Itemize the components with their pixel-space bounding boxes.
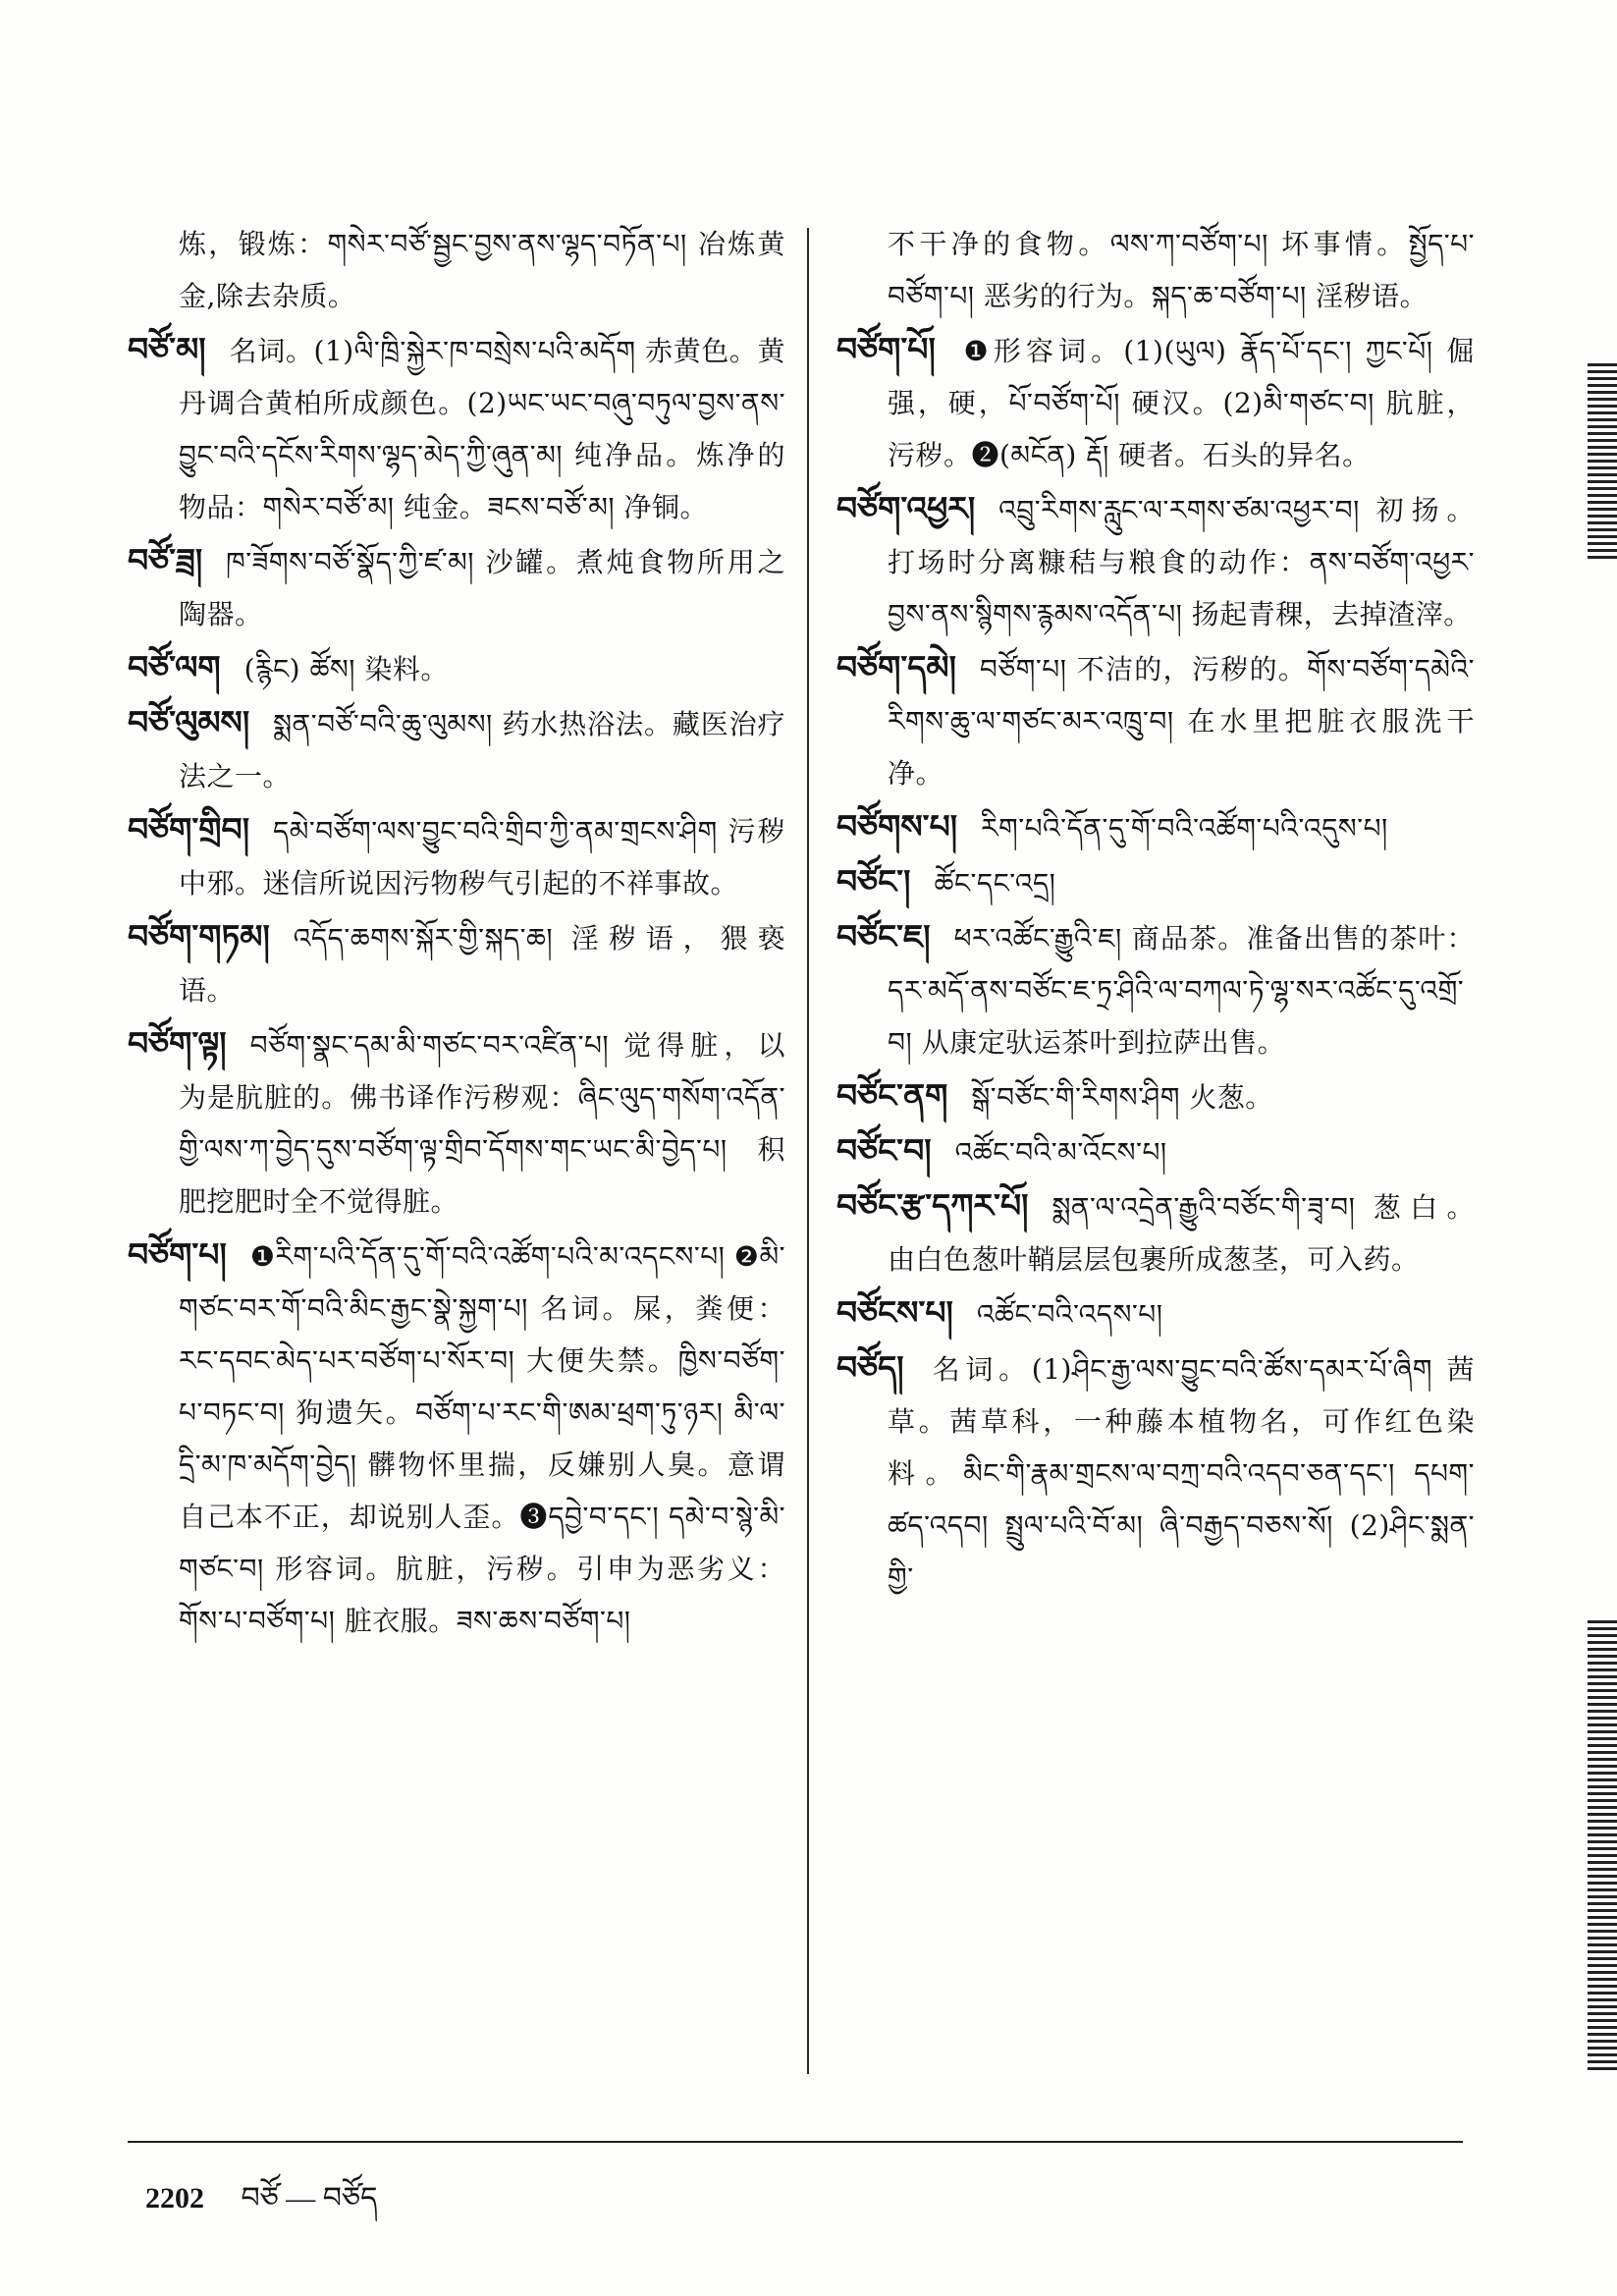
column-divider: [807, 228, 809, 2074]
headword: བཙོང་རྩ་དཀར་པོ།: [836, 1186, 1029, 1225]
scan-edge-mark: [1588, 1620, 1617, 2072]
left-column: [128, 218, 785, 1649]
headword: བཙོག་གཏམ།: [128, 917, 270, 956]
entry-btsog-gtam: བཙོག་གཏམ། འདོད་ཆགས་སྐོར་གྱི་སྐད་ཆ། 淫秽语，猥亵语。: [128, 917, 785, 1007]
headword: བཙོག་འཕྱར།: [836, 489, 976, 527]
headword: བཙོག་ལྟ།: [128, 1024, 227, 1063]
right-column: [836, 218, 1475, 1606]
headword: བཙོག་པོ།: [836, 330, 936, 368]
headword: བཙོ་ཟྲ།: [128, 541, 203, 579]
entry-btso-lag: བཙོ་ལག (རྙིང) ཚོས། 染料。: [128, 648, 449, 686]
entry-continuation: 炼，锻炼：གསེར་བཙོ་སྦྱང་བྱས་ནས་ལྷད་བཏོན་པ། 冶炼黄金,除去杂质。: [179, 228, 785, 312]
headword: བཙོང་ནག: [836, 1076, 948, 1115]
entry-btsong: བཙོང་། ཚོང་དང་འདྲ།: [836, 862, 1056, 901]
page-number: 2202: [145, 2182, 204, 2214]
footer-rule: [128, 2141, 1463, 2143]
entry-btsong-nag: བཙོང་ནག སྒོ་བཙོང་གི་རིགས་ཤིག 火葱。: [836, 1076, 1273, 1115]
headword: བཙོ་ལག: [128, 648, 221, 686]
headword: བཙོགས་པ།: [836, 807, 958, 846]
headword: བཙོག་པ།: [128, 1235, 227, 1274]
entry-btsog-grib: བཙོག་གྲིབ། དམེ་བཙོག་ལས་བྱུང་བའི་གྲིབ་ཀྱི་ནམ་གྲངས་ཤིག 污秽中邪。迷信所说因污物秽气引起的不祥事故。: [128, 810, 785, 900]
page-range: བཙོ — བཙོད: [241, 2182, 378, 2214]
headword: བཙོག་གྲིབ།: [128, 810, 250, 848]
headword: བཙོངས་པ།: [836, 1293, 953, 1332]
entry-btsog-pa: བཙོག་པ། ❶རིག་པའི་དོན་དུ་གོ་བའི་འཚོག་པའི་མ་འདངས་པ། ❷མི་གཙང་བར་གོ་བའི་མིང་རྒྱང་སྣེ་སྐྱག་པ། 名词。屎，粪便：རང་དབང་མེད་པར་བཙོག་པ་སོར་བ། 大便失禁。ཁྱིས་བཙོག་པ་བཏང་བ། 狗遗矢。བཙོག་པ་རང་གི་ཨམ་ཕྲག་ཏུ་ཉར། མི་ལ་དྲི་མ་ཁ་མདོག་བྱེད། 髒物怀里揣，反嫌别人臭。意谓自己本不正，却说别人歪。❸དབྱེ་བ་དང་། དམེ་བ་སྙེ་མི་གཙང་བ། 形容词。肮脏，污秽。引申为恶劣义：གོས་པ་བཙོག་པ། 脏衣服。ཟས་ཆས་བཙོག་པ།: [128, 1235, 785, 1637]
entry-btsogs-pa: བཙོགས་པ། རིག་པའི་དོན་དུ་གོ་བའི་འཚོག་པའི་འདུས་པ།: [836, 807, 1388, 846]
headword: བཙོང་བ།: [836, 1131, 932, 1170]
entry-btso-zra: བཙོ་ཟྲ། ཁ་ཟོགས་བཙོ་སྣོད་ཀྱི་ཛ་མ། 沙罐。煮炖食物所用之陶器。: [128, 541, 785, 630]
page-footer: [145, 2165, 378, 2248]
scan-edge-mark: [1588, 363, 1617, 560]
headword: བཙོ་ལུམས།: [128, 703, 250, 741]
headword: བཙོག་དམེ།: [836, 648, 956, 686]
entry-btsong-rtsa: བཙོང་རྩ་དཀར་པོ། སྨན་ལ་འདྲེན་རྒྱུའི་བཙོང་གི་ཟྭ་བ། 葱白。由白色葱叶鞘层层包裹所成葱茎，可入药。: [836, 1186, 1475, 1276]
headword: བཙོང་ཇ།: [836, 917, 931, 956]
entry-btsog-po: བཙོག་པོ། ❶形容词。(1)(ཡུལ) རྣོད་པོ་དང་། ཀྱང་པོ། 倔强，硬，པོ་བཙོག་པོ། 硬汉。(2)མི་གཙང་བ། 肮脏，污秽。❷(མངོན) རྡོ། 硬者。石头的异名。: [836, 330, 1475, 471]
entry-btsog-dme: བཙོག་དམེ། བཙོག་པ། 不洁的，污秽的。གོས་བཙོག་དམེའི་རིགས་ཆུ་ལ་གཙང་མར་འཁྲུ་བ། 在水里把脏衣服洗干净。: [836, 648, 1475, 790]
entry-btsog-phyar: བཙོག་འཕྱར། འབྲུ་རིགས་རླུང་ལ་རགས་ཙམ་འཕྱར་བ། 初扬。打场时分离糠秸与粮食的动作：ནས་བཙོག་འཕྱར་བྱས་ནས་སྙིགས་རྙམས་འདོན་པ། 扬起青稞，去掉渣滓。: [836, 489, 1475, 630]
entry-btsong-ba: བཙོང་བ། འཚོང་བའི་མ་འོངས་པ།: [836, 1131, 1167, 1170]
entry-btso-lums: བཙོ་ལུམས། སྨན་བཙོ་བའི་ཆུ་ལུམས། 药水热浴法。藏医治疗法之一。: [128, 703, 785, 793]
headword: བཙོད།: [836, 1348, 904, 1387]
entry-continuation: 不干净的食物。ལས་ཀ་བཙོག་པ། 坏事情。སྤྱོད་པ་བཙོག་པ། 恶劣的行为。སྐད་ཆ་བཙོག་པ། 淫秽语。: [888, 228, 1475, 312]
headword: བཙོང་།: [836, 862, 911, 901]
entry-btsong-ja: བཙོང་ཇ། ཕར་འཚོང་རྒྱུའི་ཇ། 商品茶。准备出售的茶叶：དར་མདོ་ནས་བཙོང་ཇ་ཏྲ་ཤིའི་ལ་བཀལ་ཏེ་ལྷ་སར་འཚོང་དུ་འགྲོ་བ། 从康定驮运茶叶到拉萨出售。: [836, 917, 1475, 1059]
entry-btso-ma: བཙོ་མ། 名词。(1)ལི་ཁྲི་སྐྱེར་ཁ་བསྲེས་པའི་མདོག 赤黄色。黄丹调合黄柏所成颜色。(2)ཡང་ཡང་བཞུ་བཏུལ་བྱས་ནས་བྱུང་བའི་དངོས་རིགས་ལྷད་མེད་ཀྱི་ཞུན་མ། 纯净品。炼净的物品：གསེར་བཙོ་མ། 纯金。ཟངས་བཙོ་མ། 净铜。: [128, 330, 785, 523]
entry-btsod: བཙོད། 名词。(1)ཤིང་རྒྱ་ལས་བྱུང་བའི་ཚོས་དམར་པོ་ཞིག 茜草。茜草科，一种藤本植物名，可作红色染料。མིང་གི་རྣམ་གྲངས་ལ་བཀྲ་བའི་འདབ་ཅན་དང་། དཔག་ཚད་འདབ། སྤྲུལ་པའི་བོ་མ། ཞི་བརྒྱད་བཅས་སོ། (2)ཤིང་སྨན་གྱི་: [836, 1348, 1475, 1594]
headword: བཙོ་མ།: [128, 330, 206, 368]
entry-btsongs-pa: བཙོངས་པ། འཚོང་བའི་འདས་པ།: [836, 1293, 1163, 1332]
entry-btsog-lta: བཙོག་ལྟ། བཙོག་སྣང་དམ་མི་གཙང་བར་འཛིན་པ། 觉得脏，以为是肮脏的。佛书译作污秽观：ཞིང་ལུད་གསོག་འདོན་གྱི་ལས་ཀ་བྱེད་དུས་བཙོག་ལྟ་གྲིབ་དོགས་གང་ཡང་མི་བྱེད་པ། 积肥挖肥时全不觉得脏。: [128, 1024, 785, 1218]
